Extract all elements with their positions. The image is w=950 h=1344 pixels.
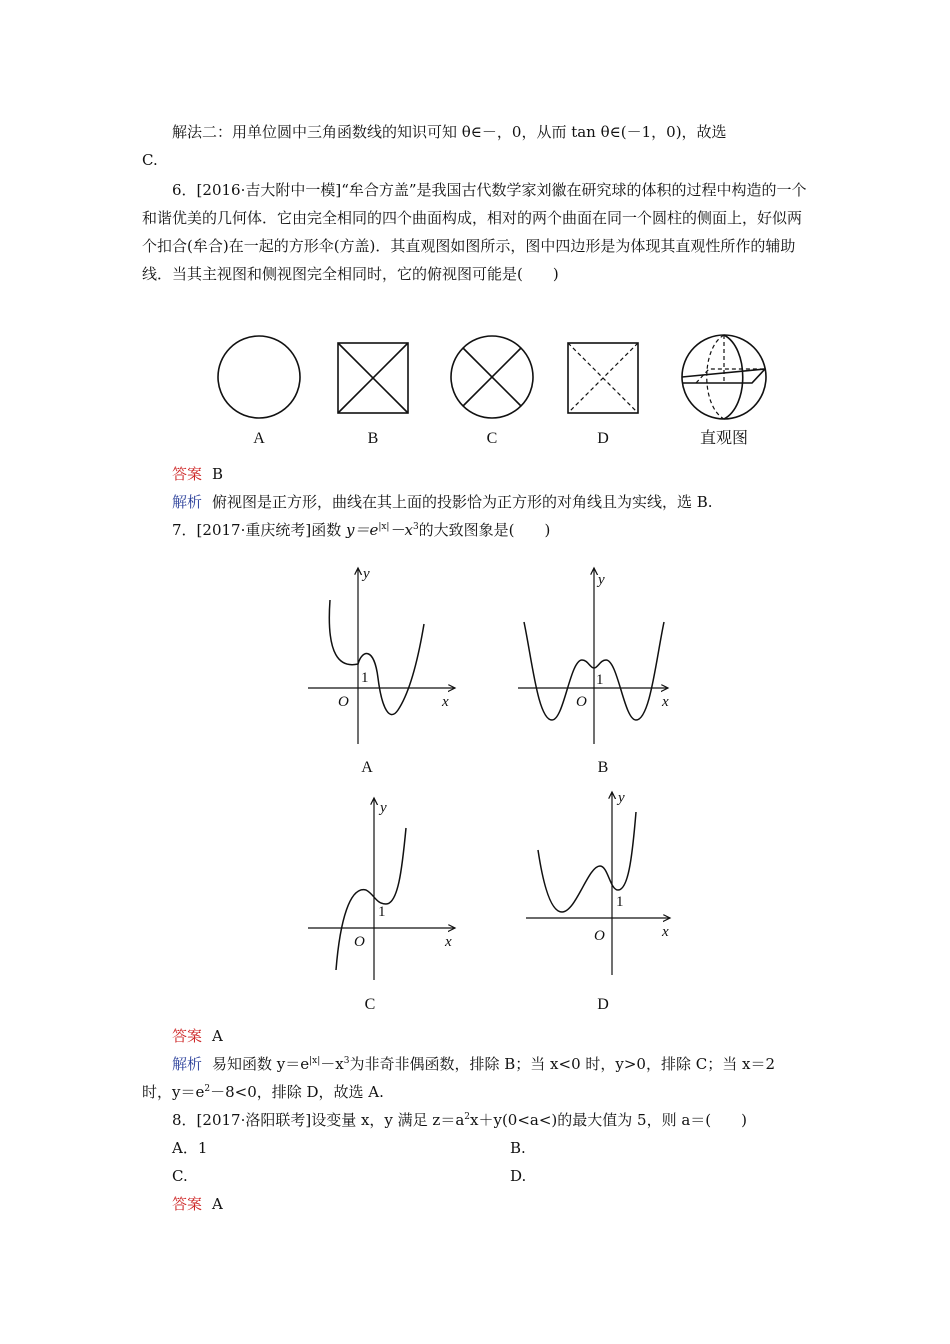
q7-exp2: 3 (412, 522, 419, 532)
q5-line2: C. (142, 151, 158, 169)
q7-prefix: 7．[2017·重庆统考]函数 (172, 521, 346, 539)
graph-b-origin: O (576, 694, 587, 710)
q7-analysis-line2-b: －8<0，排除 D，故选 A. (210, 1083, 384, 1101)
q8-option-a: A．1 (172, 1139, 208, 1157)
q8-answer (172, 1190, 223, 1218)
graph-b-x: x (662, 694, 669, 710)
graph-label-b: B (597, 759, 609, 776)
graph-c-tick-one: 1 (378, 904, 386, 920)
figure-label-c: C (486, 430, 498, 447)
figure-label-d: D (597, 430, 609, 447)
q8-stem (172, 1106, 747, 1134)
graph-c-x: x (445, 934, 452, 950)
graph-a-tick-one: 1 (361, 670, 369, 686)
figure-label-a: A (253, 430, 265, 447)
answer-label: 答案 (172, 1195, 203, 1213)
graph-b-y: y (598, 572, 605, 588)
analysis-label: 解析 (172, 1055, 203, 1073)
graph-d-origin: O (594, 928, 605, 944)
answer-value: A (212, 1195, 223, 1213)
graph-a-x: x (442, 694, 449, 710)
q7-formula-a: y＝e (345, 521, 379, 539)
q6-answer (172, 460, 223, 488)
graph-label-c: C (364, 996, 376, 1013)
graph-d-x: x (662, 924, 669, 940)
graph-a-origin: O (338, 694, 349, 710)
q6-text: 6．[2016·吉大附中一模]“牟合方盖”是我国古代数学家刘徽在研究球的体积的过程中构造的一个和谐优美的几何体．它由完全相同的四个曲面构成，相对的两个曲面在同一个圆柱的侧面上，好似两个扣合(牟合)在一起的方形伞(方盖)．其直观图如图所示，图中四边形是为体现其直观性所作的辅助线．当其主视图和侧视图完全相同时，它的俯视图可能是( ) (142, 181, 807, 283)
graph-b (518, 568, 668, 744)
q6-figure (205, 322, 783, 457)
q7-analysis-line2-a: 时，y＝e (142, 1083, 205, 1101)
q7-analysis-a: 易知函数 y＝e (212, 1055, 310, 1073)
q7-suffix: 的大致图象是( ) (418, 521, 551, 539)
figure-c-circle-cross (451, 336, 533, 418)
q7-formula-b: －x (389, 521, 413, 539)
q7-exp1: |x| (378, 522, 390, 532)
q7-graphs (300, 560, 690, 1022)
graph-a-y: y (363, 566, 370, 582)
q5-line1: 解法二：用单位圆中三角函数线的知识可知 θ∈－，0，从而 tan θ∈(－1，0)，故选 (172, 123, 727, 141)
q6-analysis (172, 488, 713, 516)
graph-b-tick-one: 1 (596, 672, 604, 688)
answer-value: A (212, 1027, 223, 1045)
q8-text-b: x＋y(0<a<)的最大值为 5，则 a＝( ) (470, 1111, 748, 1129)
q7-answer (172, 1022, 223, 1050)
graph-d-tick-one: 1 (616, 894, 624, 910)
graph-label-a: A (361, 759, 373, 776)
answer-value: B (212, 465, 224, 483)
q8-option-b: B. (510, 1139, 526, 1157)
figure-d-square-dashed (568, 343, 638, 413)
q7-analysis-line1 (172, 1050, 775, 1078)
q7-analysis-c: 为非奇非偶函数，排除 B；当 x<0 时，y>0，排除 C；当 x＝2 (349, 1055, 775, 1073)
answer-label: 答案 (172, 465, 203, 483)
figure-a-circle (218, 336, 300, 418)
q7-analysis-line2 (142, 1078, 384, 1106)
q7-analysis-exp3: 2 (204, 1084, 211, 1094)
figure-label-intuitive: 直观图 (699, 428, 749, 447)
figure-intuitive-view (682, 335, 766, 419)
analysis-label: 解析 (172, 493, 203, 511)
q7-analysis-exp1: |x| (309, 1056, 321, 1066)
q7-analysis-exp2: 3 (343, 1056, 350, 1066)
analysis-text: 俯视图是正方形，曲线在其上面的投影恰为正方形的对角线且为实线，选 B. (212, 493, 713, 511)
graph-c-origin: O (354, 934, 365, 950)
graph-label-d: D (597, 996, 609, 1013)
q8-exp: 2 (464, 1112, 471, 1122)
figure-label-b: B (367, 430, 379, 447)
graph-c (308, 798, 455, 980)
graph-d (526, 792, 670, 975)
graph-c-y: y (380, 800, 387, 816)
q8-text-a: 8．[2017·洛阳联考]设变量 x，y 满足 z＝a (172, 1111, 465, 1129)
q8-option-c: C. (172, 1167, 188, 1185)
answer-label: 答案 (172, 1027, 203, 1045)
q7-analysis-b: －x (320, 1055, 344, 1073)
graph-a (308, 568, 455, 744)
graph-d-y: y (618, 790, 625, 806)
figure-b-square (338, 343, 408, 413)
q7-stem (172, 516, 550, 544)
q8-option-d: D. (510, 1167, 527, 1185)
